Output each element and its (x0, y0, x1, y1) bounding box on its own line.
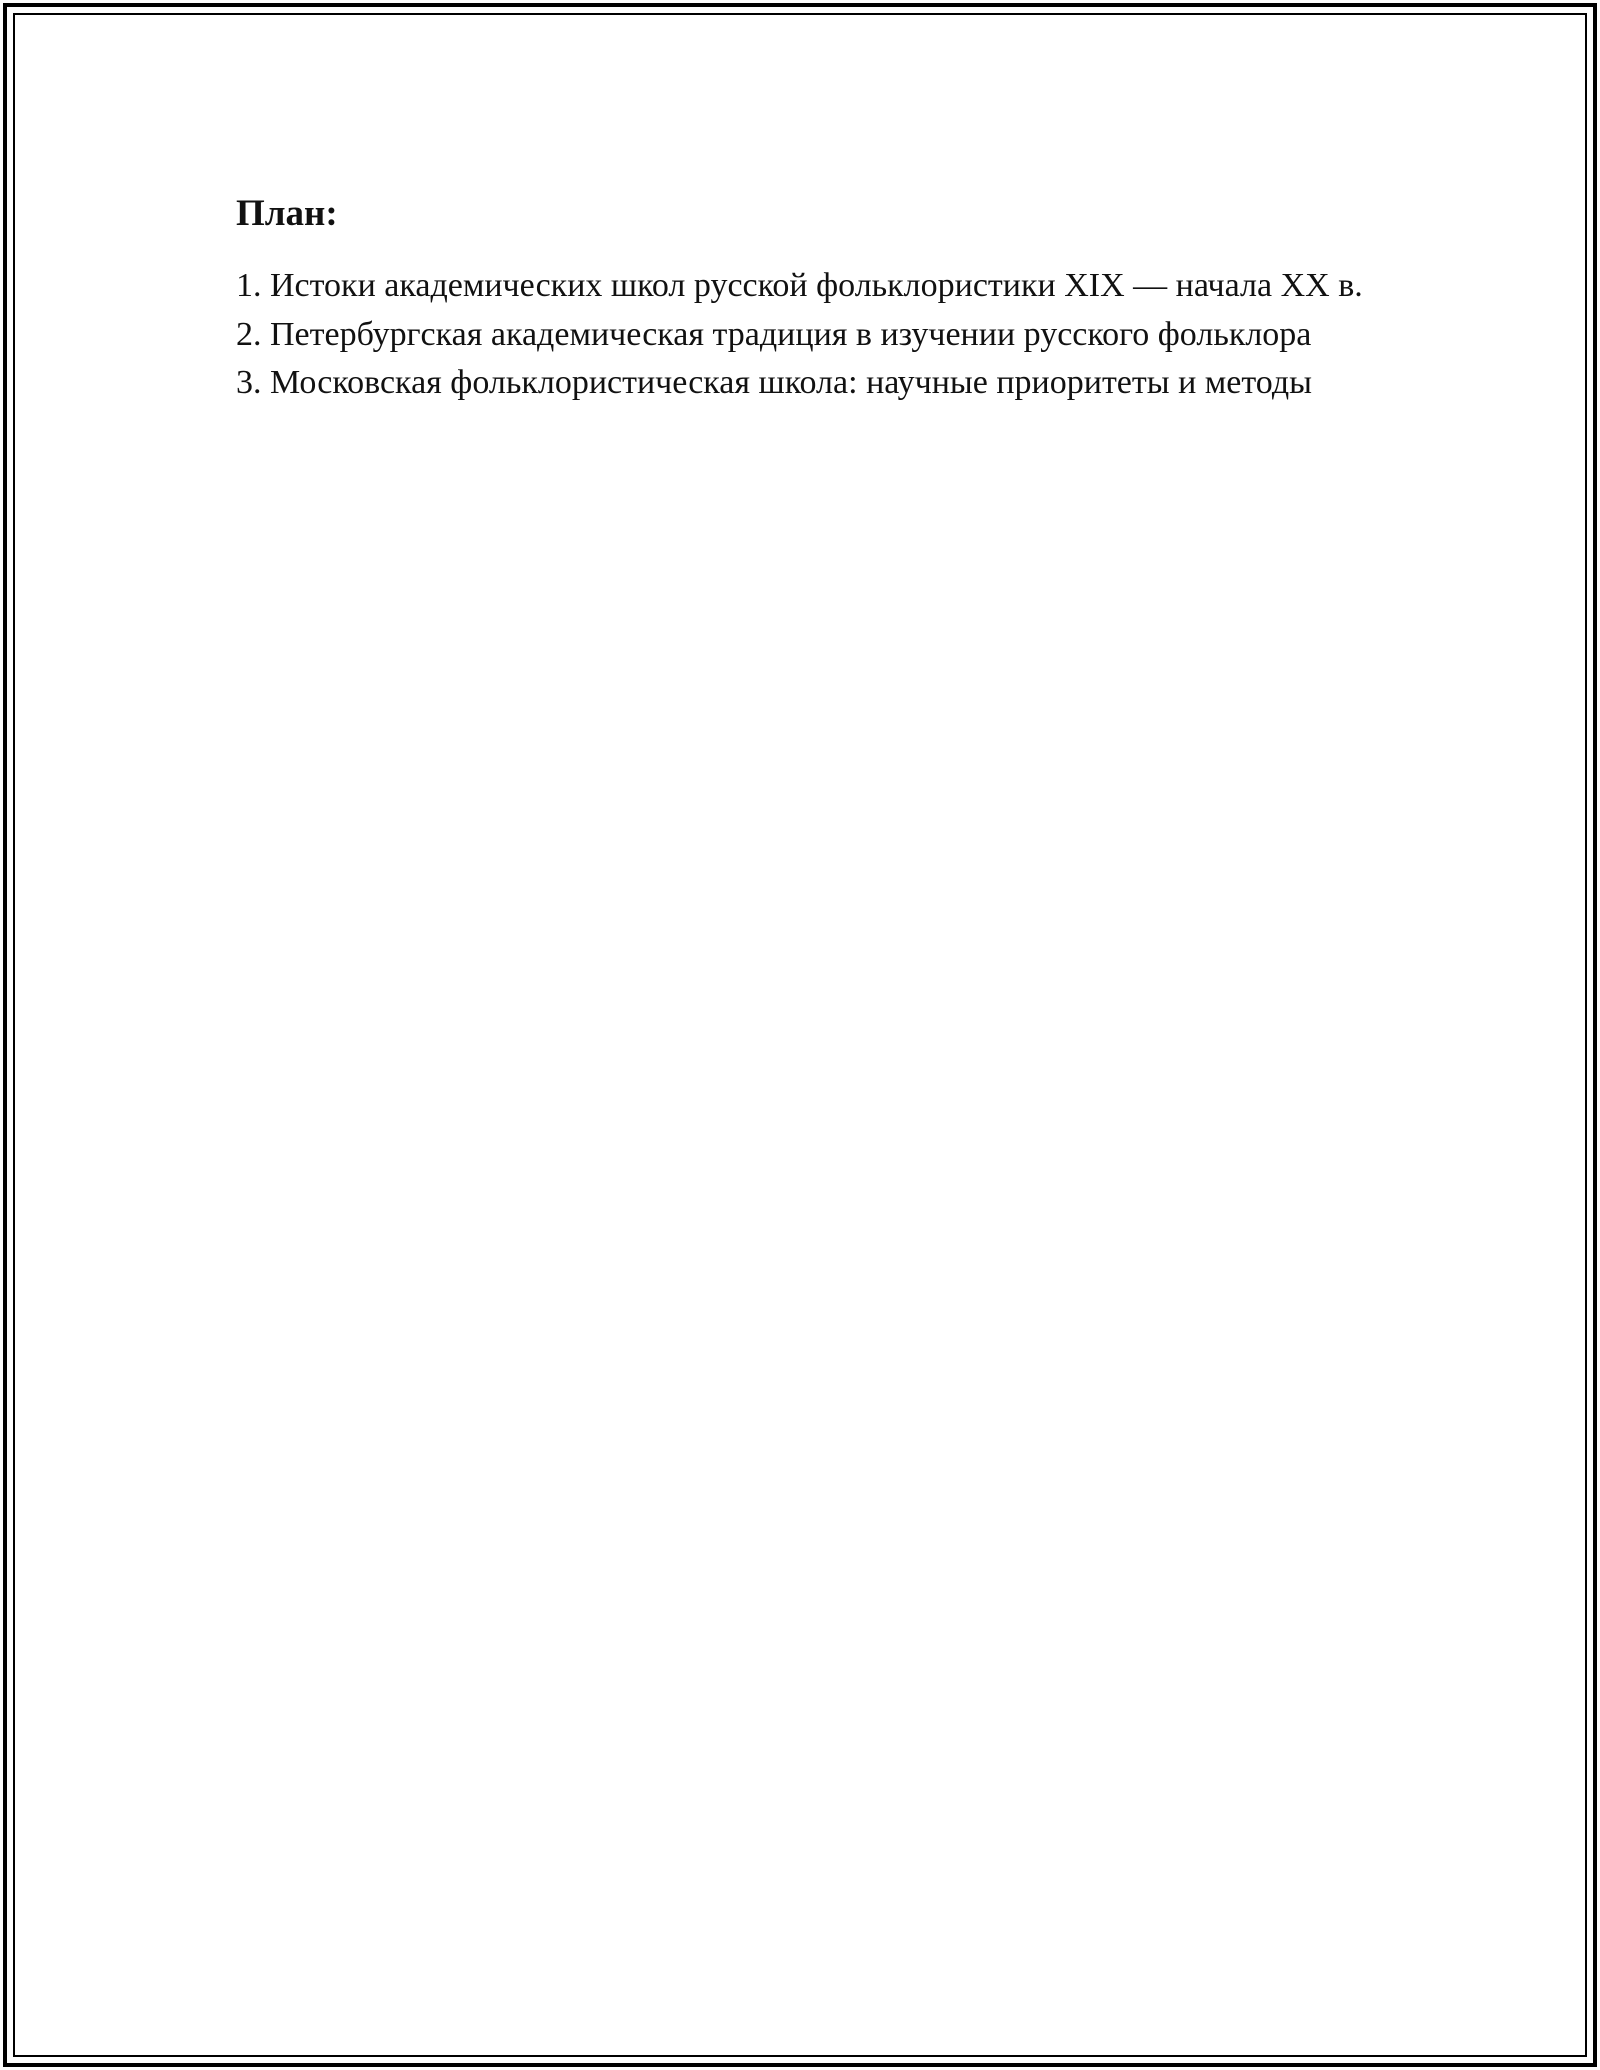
plan-item-1: 1. Истоки академических школ русской фольклористики XIX — начала XX в. (236, 267, 1363, 304)
plan-title: План: (236, 193, 338, 234)
document-content (236, 190, 1376, 408)
plan-list (236, 262, 1376, 408)
plan-item-3: 3. Московская фольклористическая школа: научные приоритеты и методы (236, 364, 1312, 401)
plan-item-2: 2. Петербургская академическая традиция в изучении русского фольклора (236, 315, 1312, 353)
